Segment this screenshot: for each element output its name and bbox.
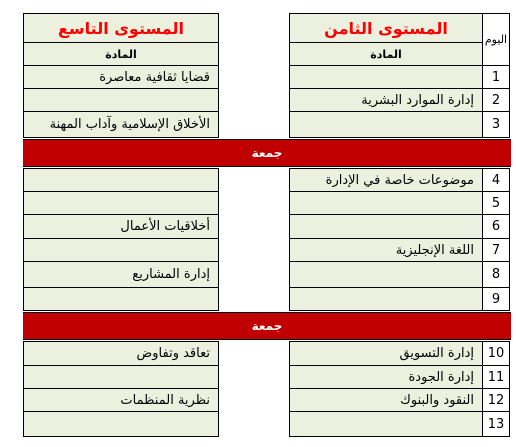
ninth-subject-cell (23, 191, 219, 215)
ninth-subject-cell: تعاقد وتفاوض (23, 341, 219, 366)
day-number: 7 (482, 238, 510, 262)
day-number: 8 (482, 261, 510, 288)
ninth-subject-header: المادة (23, 42, 219, 66)
ninth-subject-cell: إدارة المشاريع (23, 261, 219, 288)
ninth-level-header: المستوى التاسع (23, 13, 219, 43)
day-number: 12 (482, 388, 510, 412)
eighth-subject-cell: النقود والبنوك (289, 388, 483, 412)
eighth-subject-cell (289, 261, 483, 288)
day-number: 2 (482, 88, 510, 112)
ninth-subject-cell (23, 168, 219, 192)
day-number: 4 (482, 168, 510, 192)
ninth-subject-cell: الأخلاق الإسلامية وآداب المهنة (23, 111, 219, 138)
eighth-subject-cell: اللغة الإنجليزية (289, 238, 483, 262)
day-number: 13 (482, 411, 510, 437)
friday-separator: جمعة (23, 139, 511, 167)
day-number: 9 (482, 287, 510, 311)
day-number: 10 (482, 341, 510, 366)
day-number: 1 (482, 65, 510, 89)
eighth-level-header: المستوى الثامن (289, 13, 483, 43)
ninth-subject-cell (23, 411, 219, 437)
eighth-subject-header: المادة (289, 42, 483, 66)
day-number: 3 (482, 111, 510, 138)
friday-separator: جمعة (23, 312, 511, 340)
day-column-header: اليوم (482, 13, 510, 66)
eighth-subject-cell (289, 111, 483, 138)
day-number: 6 (482, 214, 510, 239)
eighth-subject-cell (289, 411, 483, 437)
eighth-subject-cell (289, 214, 483, 239)
day-number: 11 (482, 365, 510, 389)
eighth-subject-cell: إدارة التسويق (289, 341, 483, 366)
eighth-subject-cell: موضوعات خاصة في الإدارة (289, 168, 483, 192)
ninth-subject-cell (23, 88, 219, 112)
eighth-subject-cell: إدارة الجودة (289, 365, 483, 389)
ninth-subject-cell (23, 287, 219, 311)
ninth-subject-cell: قضايا ثقافية معاصرة (23, 65, 219, 89)
eighth-subject-cell (289, 191, 483, 215)
eighth-subject-cell (289, 287, 483, 311)
ninth-subject-cell (23, 365, 219, 389)
eighth-subject-cell (289, 65, 483, 89)
ninth-subject-cell (23, 238, 219, 262)
day-number: 5 (482, 191, 510, 215)
ninth-subject-cell: نظرية المنظمات (23, 388, 219, 412)
eighth-subject-cell: إدارة الموارد البشرية (289, 88, 483, 112)
ninth-subject-cell: أخلاقيات الأعمال (23, 214, 219, 239)
